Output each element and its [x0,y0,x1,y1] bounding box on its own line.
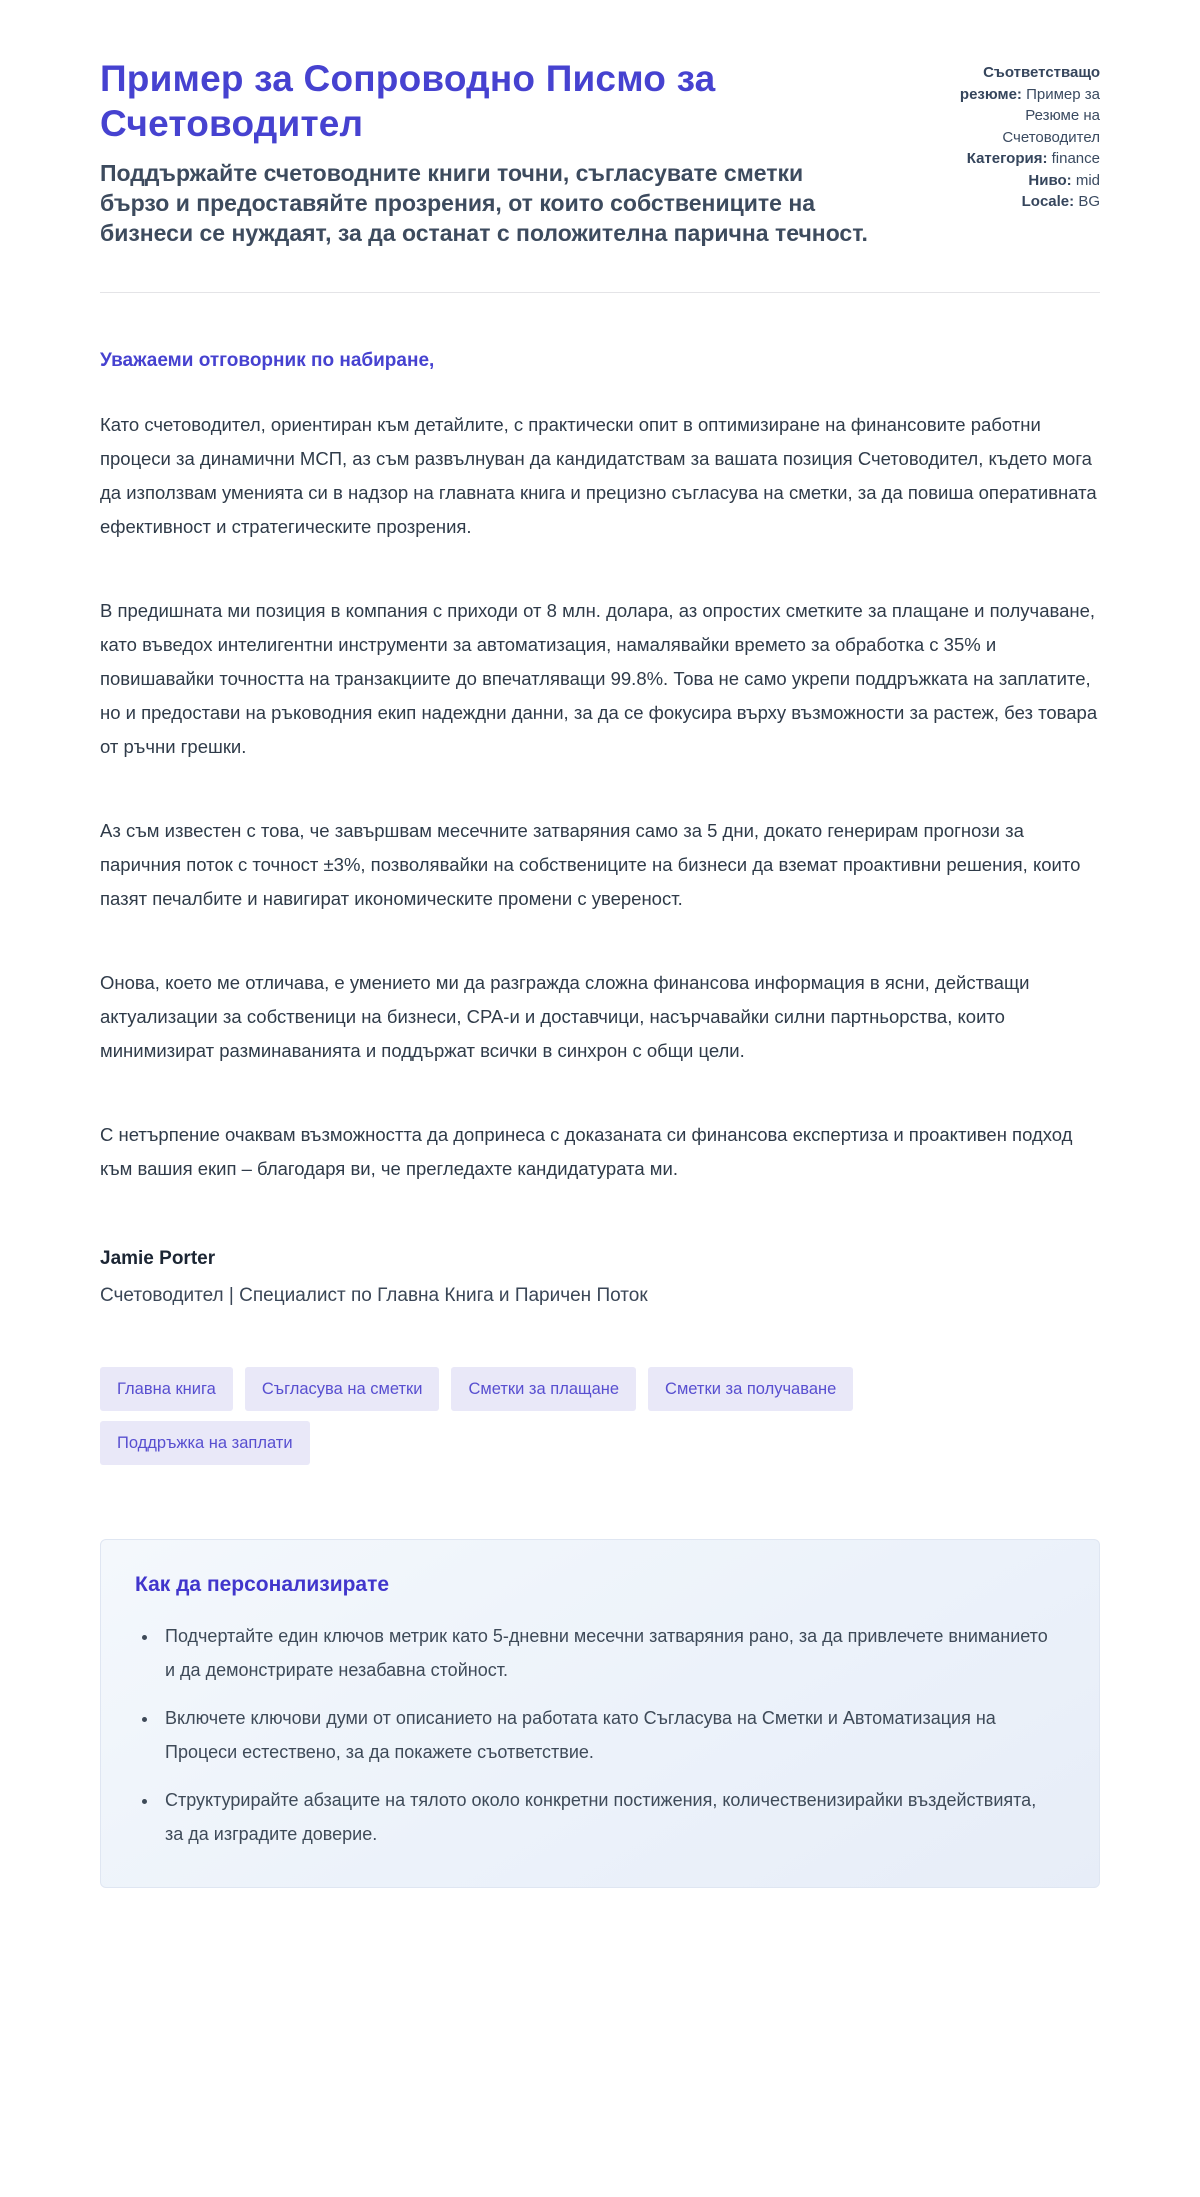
meta-category-label: Категория: [966,150,1048,167]
meta-resume-label: Съответстващо резюме: [959,64,1100,103]
header-divider [100,292,1100,293]
meta-category [935,148,1100,170]
meta-resume-value: Пример за Резюме на Счетоводител [1002,85,1100,146]
cover-letter-body [100,350,1100,1307]
letter-paragraph: Като счетоводител, ориентиран към детайлите, с практически опит в оптимизиране на финансовите работни процеси за динамични МСП, аз съм развълнуван да кандидатствам за вашата позиция Счетоводител, където мога да използвам уменията си в надзор на главната книга и прецизно съгласува на сметки, за да повиша оперативната ефективност и стратегическите прозрения. [100,414,1097,538]
header-title-block [100,56,890,248]
tips-item: • Структурирайте абзаците на тялото около конкретни постижения, количественизирайки въздействията, за да изградите доверие. [159,1783,1059,1851]
letter-paragraph: Онова, което ме отличава, е умението ми да разгражда сложна финансова информация в ясни, действащи актуализации за собственици на бизнеси, CPA-и и доставчици, насърчавайки силни партньорства, които минимизират разминаванията и поддържат всички в синхрон с общи цели. [100,972,1030,1062]
tips-item: • Подчертайте един ключов метрик като 5-дневни месечни затваряния рано, за да привлечете вниманието и да демонстрирате незабавна стойност. [159,1619,1059,1687]
skill-tag: Поддръжка на заплати [100,1421,310,1465]
tips-item: • Включете ключови думи от описанието на работата като Съгласува на Сметки и Автоматизация на Процеси естествено, за да покажете съответствие. [159,1701,1059,1769]
meta-level-value: mid [1075,171,1100,189]
tips-list [135,1619,1059,1851]
tips-title: Как да персонализирате [135,1573,390,1597]
skill-tag: Сметки за получаване [648,1367,853,1411]
meta-category-value: finance [1051,150,1100,167]
page-subtitle: Поддържайте счетоводните книги точни, съгласувате сметки бързо и предоставяйте прозрения, от които собствениците на бизнеси се нуждаят, за да останат с положителна парична течност. [100,160,868,247]
skill-tags [100,1367,880,1465]
meta-locale [935,191,1100,213]
page-title: Пример за Сопроводно Писмо за Счетоводител [100,58,716,145]
skill-tag: Съгласува на сметки [245,1367,440,1411]
letter-greeting: Уважаеми отговорник по набиране, [100,350,435,372]
skill-tag: Главна книга [100,1367,233,1411]
page-header [100,56,1100,248]
skill-tag: Сметки за плащане [451,1367,636,1411]
page-container [100,0,1100,1954]
meta-locale-label: Locale: [1021,193,1075,210]
signature-role: Счетоводител | Специалист по Главна Книга и Паричен Поток [100,1285,648,1307]
meta-panel [935,62,1100,213]
meta-level [935,170,1100,192]
letter-paragraph: В предишната ми позиция в компания с приходи от 8 млн. долара, аз опростих сметките за плащане и получаване, като въведох интелигентни инструменти за автоматизация, намалявайки времето за обработка с 35% и повишавайки точността на транзакциите до впечатляващи 99.8%. Това не само укрепи поддръжката на заплатите, но и предостави на ръководния екип надеждни данни, за да се фокусира върху възможности за растеж, без товара от ръчни грешки. [100,600,1098,758]
letter-paragraph: С нетърпение очаквам възможността да допринеса с доказаната си финансова експертиза и проактивен подход към вашия екип – благодаря ви, че прегледахте кандидатурата ми. [100,1124,1073,1180]
signature-name: Jamie Porter [100,1248,216,1270]
meta-locale-value: BG [1078,193,1100,210]
letter-paragraph: Аз съм известен с това, че завършвам месечните затваряния само за 5 дни, докато генерирам прогнози за паричния поток с точност ±3%, позволявайки на собствениците на бизнеси да вземат проактивни решения, които пазят печалбите и навигират икономическите промени с увереност. [100,820,1081,910]
meta-resume [935,62,1100,148]
meta-level-label: Ниво: [1028,171,1072,189]
personalization-tips-callout [100,1539,1100,1888]
